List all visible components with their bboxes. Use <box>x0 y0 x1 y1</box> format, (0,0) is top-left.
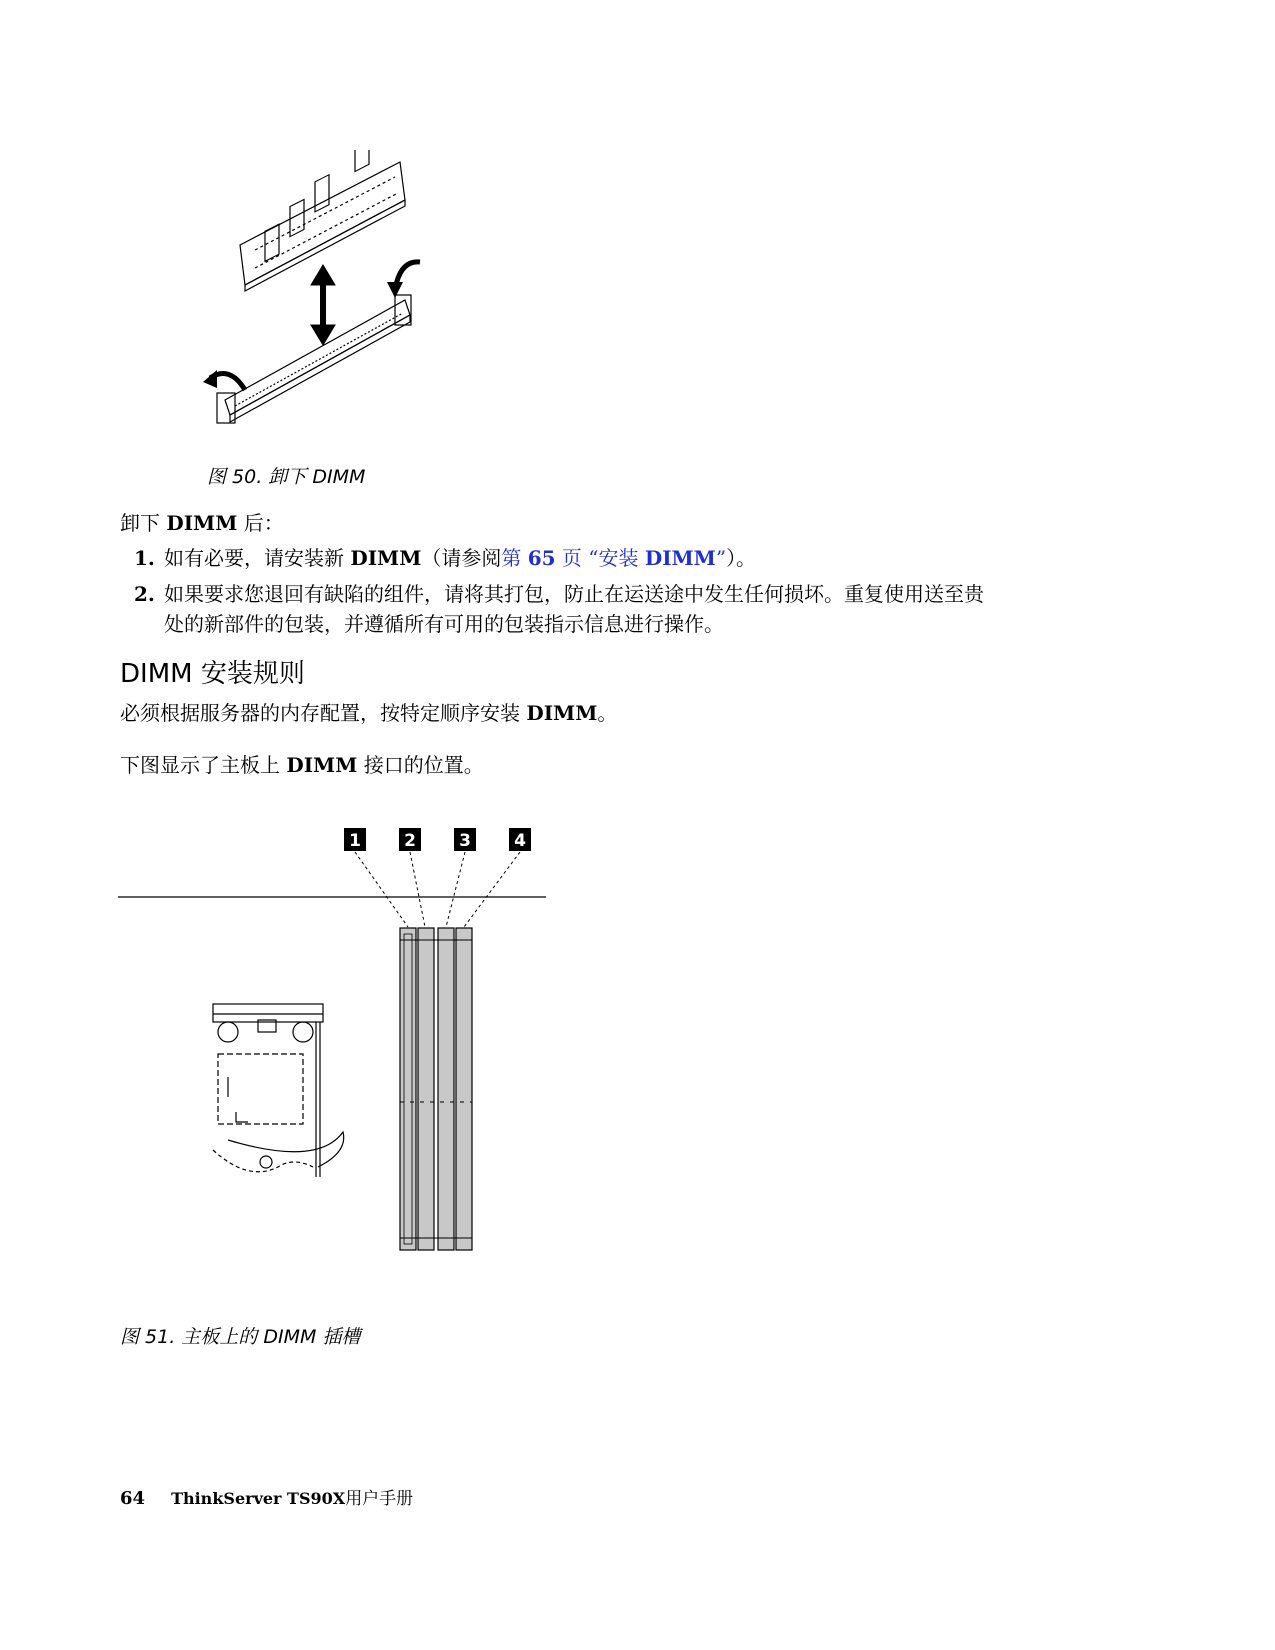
list-item <box>120 543 1120 573</box>
step-bold: DIMM <box>350 546 422 570</box>
step-text-mid: （请参阅 <box>421 546 502 570</box>
dimm-removal-illustration <box>195 150 435 440</box>
dimm-slots-diagram <box>118 822 558 1262</box>
steps-list <box>120 543 1120 639</box>
step-number: 2. <box>134 582 155 606</box>
dimm-slot-3 <box>438 928 454 1250</box>
svg-text:2: 2 <box>404 831 416 851</box>
intro-bold: DIMM <box>166 511 238 535</box>
para-suffix: 接口的位置。 <box>357 753 484 777</box>
dimm-slot-1 <box>400 928 416 1250</box>
para-text: 必须根据服务器的内存配置，按特定顺序安装 <box>120 701 527 725</box>
intro-text: 卸下 <box>120 511 167 535</box>
slot-callout-2 <box>399 828 421 851</box>
processor-socket <box>213 1004 344 1177</box>
step-text-line: 如果要求您退回有缺陷的组件，请将其打包，防止在运送途中发生任何损坏。重复使用送至贵 <box>164 582 984 606</box>
slot-callout-4 <box>509 828 531 851</box>
manual-name: 用户手册 <box>345 1489 414 1509</box>
intro-suffix: 后： <box>237 511 284 535</box>
install-dimm-link[interactable]: 第 65 页 “安装 DIMM” <box>501 546 727 570</box>
svg-text:1: 1 <box>349 831 361 851</box>
step-text-line: 处的新部件的包装，并遵循所有可用的包装指示信息进行操作。 <box>164 612 724 636</box>
step-text-suffix: ）。 <box>726 546 757 570</box>
para-bold: DIMM <box>286 753 358 777</box>
para-text: 下图显示了主板上 <box>120 753 287 777</box>
slot-callout-1 <box>344 828 366 851</box>
section-paragraph-1 <box>120 698 617 728</box>
dimm-slot-2 <box>418 928 434 1250</box>
svg-text:4: 4 <box>514 831 526 851</box>
product-name: ThinkServer TS90X <box>171 1489 346 1508</box>
para-suffix: 。 <box>597 701 618 725</box>
figure-50-caption: 图 50. 卸下 DIMM <box>207 466 366 488</box>
page-footer <box>120 1484 413 1509</box>
para-bold: DIMM <box>526 701 598 725</box>
section-heading: DIMM 安装规则 <box>120 659 305 689</box>
list-item <box>120 579 1120 639</box>
step-number: 1. <box>134 546 155 570</box>
slot-callout-3 <box>454 828 476 851</box>
page-number: 64 <box>120 1488 146 1509</box>
svg-text:3: 3 <box>459 831 471 851</box>
step-text: 如有必要，请安装新 <box>164 546 351 570</box>
figure-51-caption: 图 51. 主板上的 DIMM 插槽 <box>120 1326 361 1348</box>
dimm-slot-4 <box>456 928 472 1250</box>
section-paragraph-2 <box>120 750 484 780</box>
after-removal-intro <box>120 508 284 538</box>
